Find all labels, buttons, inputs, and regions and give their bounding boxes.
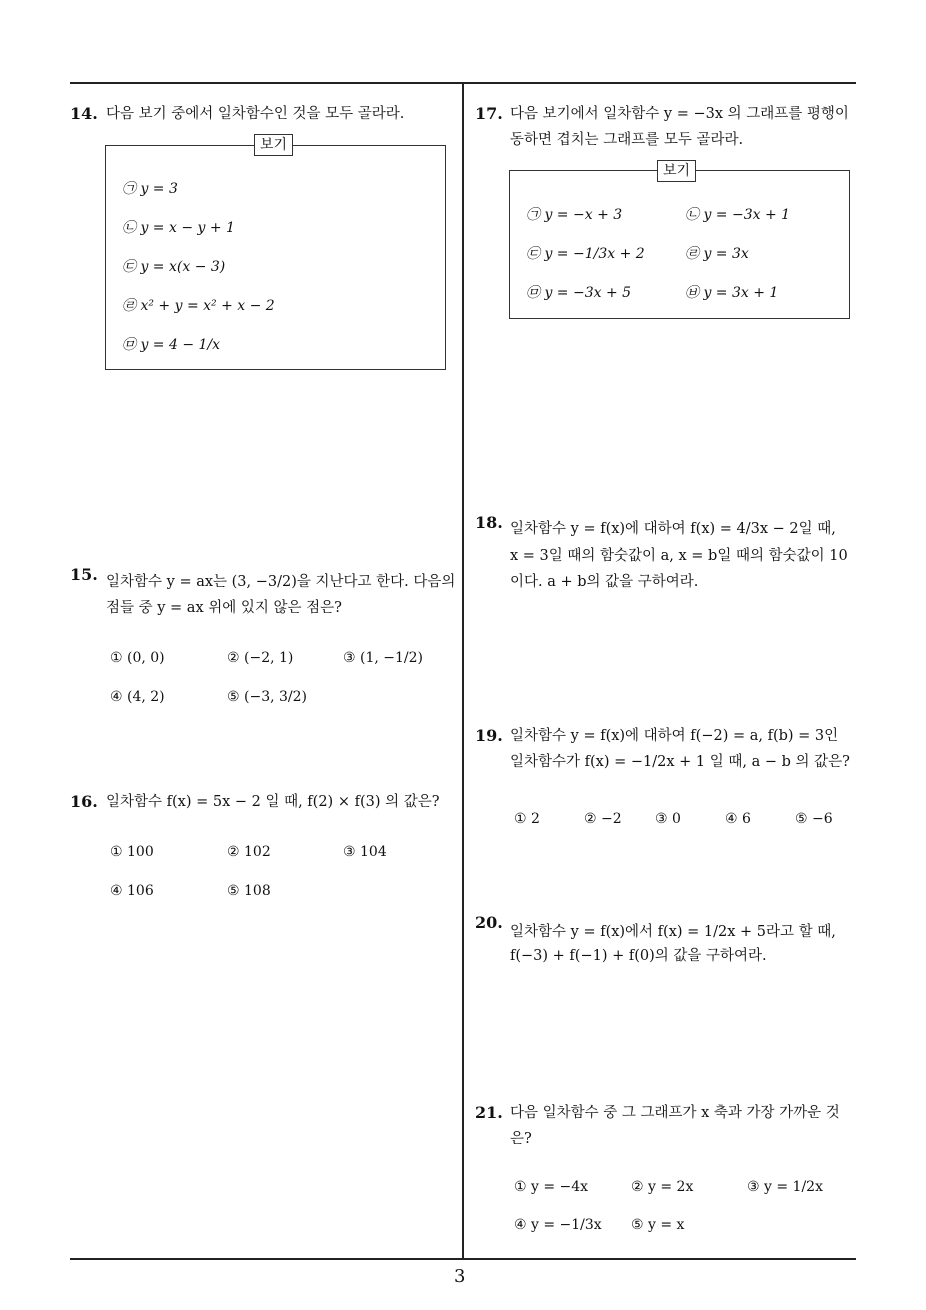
q18-line1: 일차함수 y = f(x)에 대하여 f(x) = 4/3x − 2일 때, [510, 521, 836, 537]
q19-option[interactable]: ① 2 [514, 811, 540, 827]
column-divider [462, 83, 464, 1258]
q21-option[interactable]: ③ y = 1/2x [747, 1179, 823, 1195]
q17-number: 17. [475, 104, 503, 123]
q17-item: ㉢ y = −1/3x + 2 [526, 246, 645, 262]
q14-box-title: 보기 [254, 134, 293, 156]
q17-line1: 다음 보기에서 일차함수 y = −3x 의 그래프를 평행이 [510, 106, 849, 122]
q18-number: 18. [475, 513, 503, 532]
q16-option[interactable]: ③ 104 [343, 844, 387, 860]
q17-item: ㉥ y = 3x + 1 [685, 285, 779, 301]
q14-item: ㉡ y = x − y + 1 [122, 220, 235, 236]
q14-number: 14. [70, 104, 98, 123]
q16-number: 16. [70, 792, 98, 811]
q18-line2: x = 3일 때의 함숫값이 a, x = b일 때의 함숫값이 10 [510, 548, 848, 564]
q19-number: 19. [475, 726, 503, 745]
q17-box-title: 보기 [657, 160, 696, 182]
page-number: 3 [454, 1266, 466, 1287]
q21-option[interactable]: ② y = 2x [631, 1179, 694, 1195]
q16-option[interactable]: ⑤ 108 [227, 883, 271, 899]
q15-option[interactable]: ① (0, 0) [110, 650, 165, 666]
q19-line2: 일차함수가 f(x) = −1/2x + 1 일 때, a − b 의 값은? [510, 754, 850, 770]
q15-number: 15. [70, 565, 98, 584]
q14-item: ㉢ y = x(x − 3) [122, 259, 226, 275]
q15-option[interactable]: ④ (4, 2) [110, 689, 165, 705]
q14-item: ㉣ x² + y = x² + x − 2 [122, 298, 275, 314]
q17-item: ㉤ y = −3x + 5 [526, 285, 632, 301]
q14-item: ㉤ y = 4 − 1/x [122, 337, 221, 353]
q18-line3: 이다. a + b의 값을 구하여라. [510, 574, 699, 590]
q15-option[interactable]: ② (−2, 1) [227, 650, 294, 666]
q17-item: ㉠ y = −x + 3 [526, 207, 623, 223]
q20-line1: 일차함수 y = f(x)에서 f(x) = 1/2x + 5라고 할 때, [510, 924, 836, 940]
q20-line2: f(−3) + f(−1) + f(0)의 값을 구하여라. [510, 948, 767, 964]
q21-option[interactable]: ⑤ y = x [631, 1217, 685, 1233]
q15-line1: 일차함수 y = ax는 (3, −3/2)을 지난다고 한다. 다음의 [106, 574, 456, 590]
q15-option[interactable]: ⑤ (−3, 3/2) [227, 689, 307, 705]
q21-option[interactable]: ④ y = −1/3x [514, 1217, 602, 1233]
q14-item: ㉠ y = 3 [122, 181, 178, 197]
q21-line1: 다음 일차함수 중 그 그래프가 x 축과 가장 가까운 것 [510, 1105, 840, 1121]
q20-number: 20. [475, 913, 503, 932]
q19-option[interactable]: ③ 0 [655, 811, 681, 827]
q19-option[interactable]: ④ 6 [725, 811, 751, 827]
q21-line2: 은? [510, 1131, 532, 1147]
q17-item: ㉣ y = 3x [685, 246, 749, 262]
q19-line1: 일차함수 y = f(x)에 대하여 f(−2) = a, f(b) = 3인 [510, 728, 839, 744]
q21-number: 21. [475, 1103, 503, 1122]
q16-text: 일차함수 f(x) = 5x − 2 일 때, f(2) × f(3) 의 값은? [106, 794, 440, 810]
q15-line2: 점들 중 y = ax 위에 있지 않은 점은? [106, 600, 342, 616]
q19-option[interactable]: ⑤ −6 [795, 811, 833, 827]
q19-option[interactable]: ② −2 [584, 811, 622, 827]
q16-option[interactable]: ① 100 [110, 844, 154, 860]
q17-line2: 동하면 겹치는 그래프를 모두 골라라. [510, 132, 744, 148]
bottom-rule [70, 1258, 856, 1260]
q16-option[interactable]: ④ 106 [110, 883, 154, 899]
q15-option[interactable]: ③ (1, −1/2) [343, 650, 423, 666]
q14-text: 다음 보기 중에서 일차함수인 것을 모두 골라라. [106, 106, 405, 122]
q16-option[interactable]: ② 102 [227, 844, 271, 860]
q21-option[interactable]: ① y = −4x [514, 1179, 589, 1195]
q17-item: ㉡ y = −3x + 1 [685, 207, 791, 223]
